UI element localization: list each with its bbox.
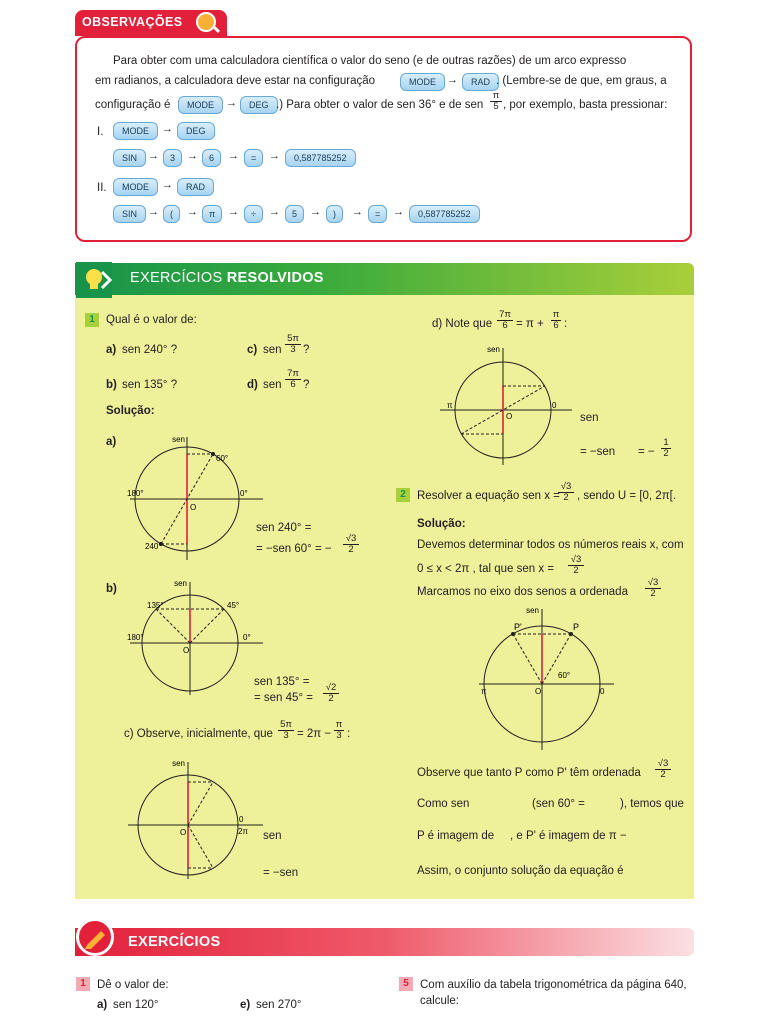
s2-line6a: P é imagem de xyxy=(417,830,495,842)
key-equals: = xyxy=(244,149,263,167)
s2-line3: Marcamos no eixo dos senos a ordenada xyxy=(417,586,628,598)
d-intro: d) Note que xyxy=(432,318,493,330)
label-zero: 0 xyxy=(552,401,557,410)
observacoes-title: OBSERVAÇÕES xyxy=(82,15,183,29)
axis-label-sen: sen xyxy=(526,606,539,615)
point-p-label: P xyxy=(573,622,580,632)
origin-label: O xyxy=(535,687,542,696)
s2-line5b: (sen 60° = xyxy=(532,798,585,810)
arrow-icon: → xyxy=(162,179,173,191)
arrow-icon: → xyxy=(228,206,239,218)
s2-line7: Assim, o conjunto solução da equação é xyxy=(417,865,624,877)
q2-sqrt3-over-2: $\frac{√3}{2}$ xyxy=(558,482,574,503)
obs-paragraph-line3a: configuração é xyxy=(95,99,171,111)
arrow-icon: → xyxy=(352,206,363,218)
q2-text: Resolver a equação sen x = xyxy=(417,490,560,502)
label-60-deg: 60° xyxy=(216,454,229,463)
a-sqrt3-over-2: $\frac{√3}{2}$ xyxy=(343,534,359,555)
key-pi: π xyxy=(202,205,222,223)
q1c-fraction: $\frac{5\pi}{3}$ xyxy=(285,334,301,355)
label-135-deg: 135° xyxy=(147,601,164,610)
key-result: 0,587785252 xyxy=(285,149,356,167)
obs-paragraph-line3b: .) Para obter o valor de sen 36° e de sen xyxy=(276,99,484,111)
a-result-line2: = −sen 60° = − xyxy=(256,543,332,555)
s2-line5c: ), temos que xyxy=(620,798,684,810)
ex1a-label: a) xyxy=(97,999,108,1011)
part-a-label: a) xyxy=(106,436,117,448)
q1-text: Qual é o valor de: xyxy=(106,314,197,326)
q1a-text: sen 240° ? xyxy=(122,344,178,356)
point-p-prime-label: P' xyxy=(514,622,522,632)
key-rad: RAD xyxy=(177,178,214,196)
b-sqrt2-over-2: $\frac{√2}{2}$ xyxy=(323,683,339,704)
label-zero: 0 xyxy=(239,815,244,824)
label-240-deg: 240° xyxy=(145,542,162,551)
label-pi: π xyxy=(447,401,453,410)
c-result-line2: = −sen xyxy=(263,867,299,879)
ex1a-text: sen 120° xyxy=(113,999,159,1011)
unit-circle-diagram-b xyxy=(125,577,265,697)
ex1e-label: e) xyxy=(240,999,251,1011)
axis-label-sen: sen xyxy=(172,435,185,444)
arrow-icon: → xyxy=(148,150,159,162)
arrow-icon: → xyxy=(187,206,198,218)
obs-paragraph-line3c: , por exemplo, basta pressionar: xyxy=(503,99,668,111)
q1b-text: sen 135° ? xyxy=(122,379,178,391)
key-5: 5 xyxy=(285,205,304,223)
s2-line6b: , e P' é imagem de π − xyxy=(510,830,627,842)
d-result-line2-tail: = − xyxy=(638,446,655,458)
q1d-text: sen xyxy=(263,379,282,391)
d-one-half: $\frac{1}{2}$ xyxy=(661,438,671,459)
d-result-line1: sen xyxy=(580,412,599,424)
a-result-line1: sen 240° = xyxy=(256,522,312,534)
label-pi: π xyxy=(481,687,487,696)
key-sin: SIN xyxy=(113,205,146,223)
label-zero: 0 xyxy=(600,687,605,696)
key-result: 0,587785252 xyxy=(409,205,480,223)
arrow-icon: → xyxy=(310,206,321,218)
magnifier-plus-icon xyxy=(196,12,216,32)
label-0-deg: 0° xyxy=(240,489,248,498)
s2-line4: Observe que tanto P como P' têm ordenada xyxy=(417,767,641,779)
obs-paragraph-line2b: . (Lembre-se de que, em graus, a xyxy=(496,75,667,87)
key-sin: SIN xyxy=(113,149,146,167)
item-label-1: I. xyxy=(97,126,104,138)
s2-line2: 0 ≤ x < 2π , tal que sen x = xyxy=(417,563,554,575)
q1c-label: c) xyxy=(247,344,258,356)
c-result-line1: sen xyxy=(263,830,282,842)
question-number-2: 2 xyxy=(396,488,410,502)
origin-label: O xyxy=(190,503,197,512)
key-open-paren: ( xyxy=(163,205,180,223)
q2-tail: , sendo U = [0, 2π[. xyxy=(577,490,677,502)
axis-label-sen: sen xyxy=(172,759,185,768)
arrow-icon: → xyxy=(148,206,159,218)
c-colon: : xyxy=(347,728,351,740)
solucao2-label: Solução: xyxy=(417,518,466,530)
c-intro: c) Observe, inicialmente, que xyxy=(124,728,273,740)
s2-line5a: Como sen xyxy=(417,798,470,810)
axis-label-sen: sen xyxy=(487,345,500,354)
arrow-icon: → xyxy=(162,123,173,135)
arrow-icon: → xyxy=(269,150,280,162)
obs-paragraph-line1: Para obter com uma calculadora científica o valor do seno (e de outras razões) de um arco expresso xyxy=(113,55,627,67)
c-fraction-5pi-3: $\frac{5\pi}{3}$ xyxy=(278,720,294,741)
d-fraction-pi-6: $\frac{\pi}{6}$ xyxy=(552,309,560,331)
d-result-line2: = −sen xyxy=(580,446,616,458)
label-0-deg: 0° xyxy=(243,633,251,642)
key-3: 3 xyxy=(163,149,182,167)
key-close-paren: ) xyxy=(326,205,343,223)
d-fraction-7pi-6: $\frac{7\pi}{6}$ xyxy=(497,310,513,331)
lightbulb-icon xyxy=(76,262,112,298)
question-number-1: 1 xyxy=(85,313,99,327)
key-divide: ÷ xyxy=(244,205,263,223)
key-deg: DEG xyxy=(177,122,215,140)
origin-label: O xyxy=(506,412,513,421)
question-number-1: 1 xyxy=(76,977,90,991)
s2-sqrt3-over-2b: $\frac{√3}{2}$ xyxy=(645,578,661,599)
s2-sqrt3-over-2c: $\frac{√3}{2}$ xyxy=(655,759,671,780)
d-colon: : xyxy=(564,318,568,330)
origin-label: O xyxy=(180,828,187,837)
label-two-pi: 2π xyxy=(238,827,248,836)
label-180-deg: 180° xyxy=(127,489,144,498)
part-b-label: b) xyxy=(106,583,117,595)
b-result-line1: sen 135° = xyxy=(254,676,310,688)
pencil-icon xyxy=(76,918,114,956)
q1d-fraction: $\frac{7\pi}{6}$ xyxy=(285,369,301,390)
unit-circle-diagram-a xyxy=(125,432,265,562)
arrow-icon: → xyxy=(393,206,404,218)
c-fraction-pi-3: $\frac{\pi}{3}$ xyxy=(335,719,343,741)
ex1-text: Dê o valor de: xyxy=(97,979,169,991)
label-60-deg: 60° xyxy=(558,671,571,680)
origin-label: O xyxy=(183,646,190,655)
key-rad: RAD xyxy=(462,73,499,91)
key-6: 6 xyxy=(202,149,221,167)
ex1e-text: sen 270° xyxy=(256,999,302,1011)
unit-circle-diagram-d xyxy=(437,343,577,468)
unit-circle-diagram-q2 xyxy=(476,604,616,754)
obs-paragraph-line2a: em radianos, a calculadora deve estar na configuração xyxy=(95,75,376,87)
resolvidos-title: EXERCÍCIOS RESOLVIDOS xyxy=(130,270,324,286)
arrow-icon: → xyxy=(447,74,458,86)
ex5-text2: calcule: xyxy=(420,995,459,1007)
unit-circle-diagram-c xyxy=(125,757,265,882)
key-mode: MODE xyxy=(113,178,158,196)
q1a-label: a) xyxy=(106,344,117,356)
s2-sqrt3-over-2: $\frac{√3}{2}$ xyxy=(568,555,584,576)
exercicios-title: EXERCÍCIOS xyxy=(128,934,221,950)
q1b-label: b) xyxy=(106,379,117,391)
pi-over-5-fraction: $\frac{\pi}{5}$ xyxy=(490,91,502,112)
q1c-text: sen xyxy=(263,344,282,356)
ex5-text: Com auxílio da tabela trigonométrica da página 640, xyxy=(420,979,687,991)
item-label-2: II. xyxy=(97,182,107,194)
arrow-icon: → xyxy=(228,150,239,162)
b-result-line2: = sen 45° = xyxy=(254,692,313,704)
key-mode: MODE xyxy=(113,122,158,140)
axis-label-sen: sen xyxy=(174,579,187,588)
key-equals: = xyxy=(368,205,387,223)
key-deg: DEG xyxy=(240,96,278,114)
key-mode: MODE xyxy=(178,96,223,114)
q1d-question-mark: ? xyxy=(303,379,310,391)
d-equation: = π + xyxy=(516,318,544,330)
s2-line1: Devemos determinar todos os números reais x, com xyxy=(417,539,684,551)
q1d-label: d) xyxy=(247,379,258,391)
label-180-deg: 180° xyxy=(127,633,144,642)
q1c-question-mark: ? xyxy=(303,344,310,356)
arrow-icon: → xyxy=(187,150,198,162)
arrow-icon: → xyxy=(269,206,280,218)
label-45-deg: 45° xyxy=(227,601,240,610)
c-equation: = 2π − xyxy=(297,728,332,740)
key-mode: MODE xyxy=(400,73,445,91)
solucao-label: Solução: xyxy=(106,405,155,417)
arrow-icon: → xyxy=(226,97,237,109)
question-number-5: 5 xyxy=(399,977,413,991)
